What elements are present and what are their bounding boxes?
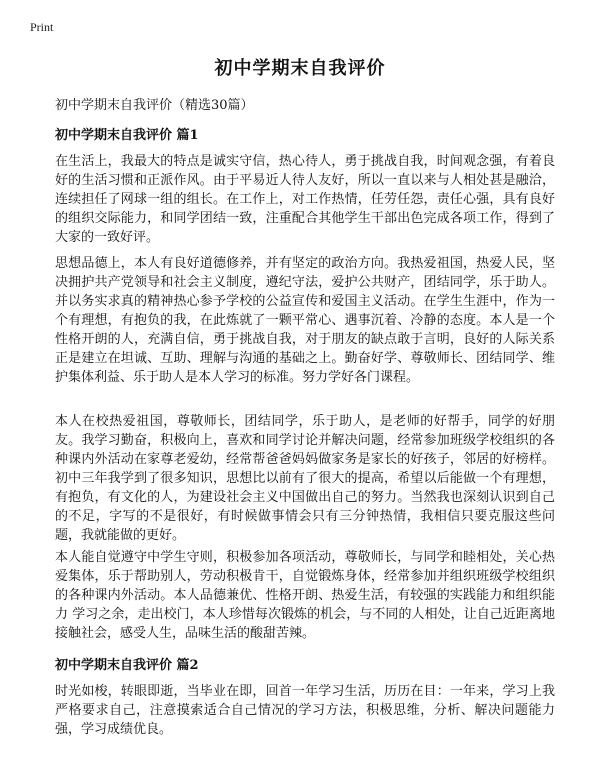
article-subtitle: 初中学期末自我评价（精选30篇） <box>55 98 254 113</box>
section-1-paragraph-2: 思想品德上，本人有良好道德修养，并有坚定的政治方向。我热爱祖国，热爱人民，坚决拥护共产党领导和社会主义制度，遵纪守法，爱护公共财产，团结同学，乐于助人。并以务实求真的精神热心参予学校的公益宣传和爱国主义活动。在学生生涯中，作为一个有理想，有抱负的我，在此炼就了一颗平常心、遇事沉着、冷静的态度。本人是一个性格开朗的人，充满自信，勇于挑战自我，对于朋友的缺点敢于言明，良好的人际关系正是建立在坦诚、互助、理解与沟通的基础之上。勤奋好学、尊敬师长、团结同学、维护集体利益、乐于助人是本人学习的标准。努力学好各门课程。 <box>55 256 555 385</box>
section-heading-2: 初中学期末自我评价 篇2 <box>55 658 199 673</box>
section-1-paragraph-1: 在生活上，我最大的特点是诚实守信，热心待人，勇于挑战自我，时间观念强，有着良好的生活习惯和正派作风。由于平易近人待人友好，所以一直以来与人相处甚是融洽，连续担任了网球一组的组长。在工作上，对工作热情，任劳任怨，责任心强，具有良好的组织交际能力，和同学团结一致，注重配合其他学生干部出色完成各项工作，得到了大家的一致好评。 <box>55 154 555 245</box>
section-1-paragraph-4: 本人能自觉遵守中学生守则，积极参加各项活动，尊敬师长，与同学和睦相处，关心热爱集体，乐于帮助别人，劳动积极肯干，自觉锻炼身体，经常参加并组织班级学校组织的各种课内外活动。本人品德兼优、性格开朗、热爱生活，有较强的实践能力和组织能力 学习之余，走出校门，本人珍惜每次锻炼的机会，与不同的人相处，让自己近距离地接触社会，感受人生，品味生活的酸甜苦辣。 <box>55 550 555 641</box>
section-2-paragraph-1: 时光如梭，转眼即逝，当毕业在即，回首一年学习生活，历历在目：一年来，学习上我严格要求自己，注意摸索适合自己情况的学习方法，积极思维，分析、解决问题能力强，学习成绩优良。 <box>55 684 555 737</box>
print-link[interactable]: Print <box>30 20 54 34</box>
page-title: 初中学期末自我评价 <box>214 58 386 79</box>
section-heading-1: 初中学期末自我评价 篇1 <box>55 128 199 143</box>
section-1-paragraph-3: 本人在校热爱祖国，尊敬师长，团结同学，乐于助人，是老师的好帮手，同学的好朋友。我学习勤奋，积极向上，喜欢和同学讨论并解决问题，经常参加班级学校组织的各种课内外活动在家尊老爱幼，经常帮爸爸妈妈做家务是家长的好孩子，邻居的好榜样。初中三年我学到了很多知识，思想比以前有了很大的提高，希望以后能做一个有理想，有抱负，有文化的人，为建设社会主义中国做出自己的努力。当然我也深刻认识到自己的不足，字写的不是很好，有时候做事情会只有三分钟热情，我相信只要克服这些问题，我就能做的更好。 <box>55 414 555 543</box>
